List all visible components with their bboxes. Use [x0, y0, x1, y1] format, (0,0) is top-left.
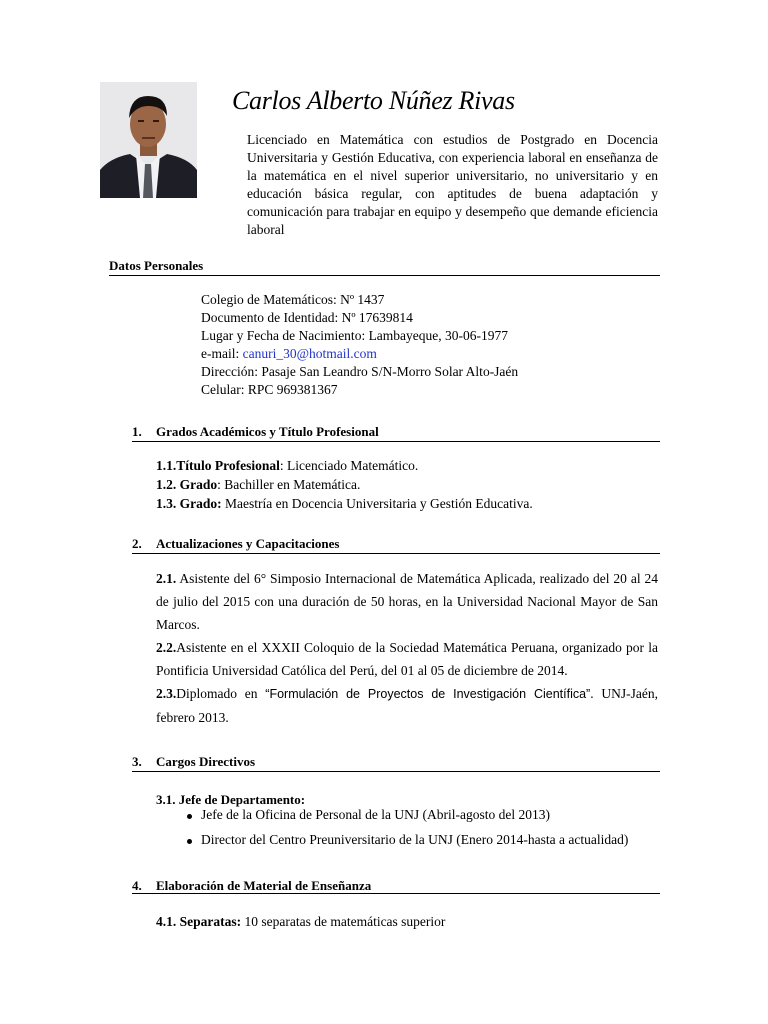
- nacimiento-line: Lugar y Fecha de Nacimiento: Lambayeque, 30-06-1977: [201, 328, 509, 343]
- item-text: Asistente en el XXXII Coloquio de la Sociedad Matemática Peruana, organizado por la Pontificia Universidad Católica del Perú, del 01 al 05 de diciembre de 2014.: [156, 640, 658, 678]
- section-3-heading: [132, 754, 255, 770]
- bullet-icon: [187, 814, 192, 819]
- list-item: Jefe de la Oficina de Personal de la UNJ (Abril-agosto del 2013): [201, 807, 551, 822]
- section-title: Elaboración de Material de Enseñanza: [156, 878, 372, 893]
- section-number: 4.: [132, 878, 142, 893]
- section-4-heading: [132, 878, 371, 894]
- section-title: Grados Académicos y Título Profesional: [156, 424, 379, 439]
- item-2-3: [156, 682, 658, 729]
- item-label: 1.3. Grado:: [156, 496, 222, 511]
- item-text: Maestría en Docencia Universitaria y Gestión Educativa.: [221, 496, 533, 511]
- divider: [132, 771, 660, 772]
- item-label: 1.2. Grado: [156, 477, 218, 492]
- item-4-1: [156, 914, 445, 930]
- divider: [132, 553, 660, 554]
- personal-data-heading: Datos Personales: [109, 258, 204, 273]
- item-1-2: [156, 477, 360, 493]
- item-label: 4.1. Separatas:: [156, 914, 242, 929]
- email-label: e-mail:: [201, 346, 243, 361]
- email-line: [201, 345, 377, 363]
- item-text: 10 separatas de matemáticas superior: [241, 914, 446, 929]
- item-text: Asistente del 6° Simposio Internacional de Matemática Aplicada, realizado del 20 al 24 de julio del 2015 con una duración de 50 horas, en la Universidad Nacional Mayor de San Marcos.: [156, 571, 658, 632]
- profile-summary: Licenciado en Matemática con estudios de Postgrado en Docencia Universitaria y Gestión Educativa, con experiencia laboral en enseñanza de la matemática en el nivel superior universitario, no universitario y en educación básica regular, con aptitudes de buena adaptación y comunicación para trabajar en equipo y desempeño que demande eficiencia laboral: [247, 132, 658, 237]
- divider: [109, 275, 660, 276]
- divider: [132, 893, 660, 894]
- item-1-3: [156, 496, 533, 512]
- candidate-name: Carlos Alberto Núñez Rivas: [232, 86, 515, 115]
- direccion-line: Dirección: Pasaje San Leandro S/N-Morro Solar Alto-Jaén: [201, 364, 519, 379]
- section-number: 3.: [132, 754, 142, 769]
- section-2-heading: [132, 536, 339, 552]
- item-text: Diplomado en: [176, 686, 266, 701]
- bullet-icon: [187, 839, 192, 844]
- item-text: . UNJ-Jaén, febrero 2013.: [156, 686, 658, 725]
- item-1-1: [156, 458, 418, 474]
- colegio-line: Colegio de Matemáticos: Nº 1437: [201, 292, 385, 307]
- profile-photo: [100, 82, 197, 198]
- list-item: Director del Centro Preuniversitario de la UNJ (Enero 2014-hasta a actualidad): [201, 832, 629, 847]
- item-label: 2.2.: [156, 640, 177, 655]
- item-2-1: [156, 567, 658, 636]
- item-3-1-label: 3.1. Jefe de Departamento:: [156, 792, 306, 807]
- person-photo-icon: [100, 82, 197, 198]
- section-title: Actualizaciones y Capacitaciones: [156, 536, 340, 551]
- item-text: : Bachiller en Matemática.: [217, 477, 361, 492]
- celular-line: Celular: RPC 969381367: [201, 382, 338, 397]
- item-label: 2.1.: [156, 571, 177, 586]
- item-2-2: [156, 636, 658, 682]
- divider: [132, 441, 660, 442]
- section-number: 1.: [132, 424, 142, 439]
- diploma-title: “Formulación de Proyectos de Investigación Científica”: [265, 687, 591, 701]
- item-label: 1.1.Título Profesional: [156, 458, 280, 473]
- item-label: 2.3.: [156, 686, 177, 701]
- section-1-heading: [132, 424, 379, 440]
- email-link[interactable]: canuri_30@hotmail.com: [242, 346, 377, 361]
- section-number: 2.: [132, 536, 142, 551]
- item-text: : Licenciado Matemático.: [279, 458, 419, 473]
- documento-line: Documento de Identidad: Nº 17639814: [201, 310, 413, 325]
- section-title: Cargos Directivos: [156, 754, 256, 769]
